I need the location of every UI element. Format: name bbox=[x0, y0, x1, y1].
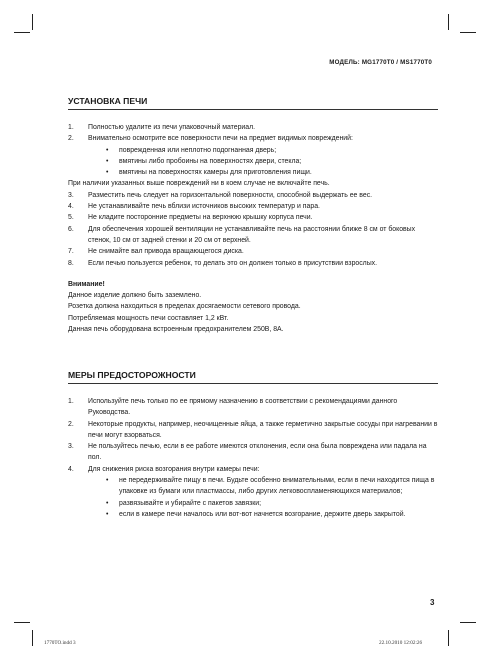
attention-line: Данное изделие должно быть заземлено. bbox=[68, 292, 202, 300]
bullet-icon: • bbox=[106, 169, 109, 177]
bullet-item: • развязывайте и убирайте с пакетов завязки; bbox=[68, 498, 438, 509]
bullet-icon: • bbox=[106, 510, 109, 518]
attention-block bbox=[68, 279, 438, 335]
bullet-icon: • bbox=[106, 477, 109, 485]
list-item: 8. Если печью пользуется ребенок, то делать это он должен только в присутствии взрослых. bbox=[68, 259, 378, 267]
bullet-item: • поврежденная или неплотно подогнанная дверь; bbox=[68, 145, 438, 156]
crop-mark bbox=[32, 630, 33, 646]
attention-line: Розетка должна находиться в пределах досягаемости сетевого провода. bbox=[68, 303, 301, 311]
model-header: МОДЕЛЬ: MG1770T0 / MS1770T0 bbox=[329, 59, 432, 66]
page-number: 3 bbox=[430, 598, 435, 607]
bullet-item: • вмятины либо пробоины на поверхностях двери, стекла; bbox=[68, 156, 438, 167]
precautions-title: МЕРЫ ПРЕДОСТОРОЖНОСТИ bbox=[68, 370, 438, 384]
attention-line: Данная печь оборудована встроенным предохранителем 250В, 8А. bbox=[68, 326, 284, 334]
footer-filename: 1770TO.indd 3 bbox=[44, 640, 76, 646]
bullet-icon: • bbox=[106, 499, 109, 507]
crop-mark bbox=[32, 14, 33, 30]
attention-line: Потребляемая мощность печи составляет 1,2 кВт. bbox=[68, 314, 229, 322]
crop-mark bbox=[460, 622, 476, 623]
damage-note: При наличии указанных выше повреждений ни в коем случае не включайте печь. bbox=[68, 180, 330, 188]
list-item: 1. Используйте печь только по ее прямому назначению в соответствии с рекомендациями данного Руководства. bbox=[68, 398, 398, 417]
crop-mark bbox=[448, 14, 449, 30]
list-item: 4. Не устанавливайте печь вблизи источников высоких температур и пара. bbox=[68, 203, 320, 211]
list-item: 3. Не пользуйтесь печью, если в ее работе имеются отклонения, если она была повреждена или падала на пол. bbox=[68, 443, 427, 462]
install-section bbox=[68, 96, 438, 335]
install-list bbox=[68, 122, 438, 269]
bullet-item: • если в камере печи началось или вот-вот начнется возгорание, держите дверь закрытой. bbox=[68, 509, 438, 520]
crop-mark bbox=[14, 622, 30, 623]
list-item: 4. Для снижения риска возгорания внутри камеры печи: bbox=[68, 465, 260, 473]
precautions-list bbox=[68, 396, 438, 520]
install-title: УСТАНОВКА ПЕЧИ bbox=[68, 96, 438, 110]
crop-mark bbox=[460, 32, 476, 33]
bullet-item: • не передерживайте пищу в печи. Будьте особенно внимательными, если в печи находится пища в упаковке из бумаги или пластмассы, либо других легковоспламеняющихся материалов; bbox=[68, 475, 438, 498]
bullet-icon: • bbox=[106, 146, 109, 154]
list-item: 6. Для обеспечения хорошей вентиляции не устанавливайте печь на расстоянии ближе 8 см от боковых стенок, 10 см от задней стенки и 20 см от верхней. bbox=[68, 225, 416, 244]
precautions-section bbox=[68, 370, 438, 520]
list-item: 3. Разместить печь следует на горизонтальной поверхности, способной выдержать ее вес. bbox=[68, 191, 373, 199]
bullet-icon: • bbox=[106, 157, 109, 165]
list-item: 2. Некоторые продукты, например, неочищенные яйца, а также герметично закрытые сосуды при нагревании в печи могут взорваться. bbox=[68, 420, 438, 439]
crop-mark bbox=[14, 32, 30, 33]
list-item: 1. Полностью удалите из печи упаковочный материал. bbox=[68, 124, 256, 131]
list-item: 5. Не кладите посторонние предметы на верхнюю крышку корпуса печи. bbox=[68, 214, 313, 222]
bullet-item: • вмятины на поверхностях камеры для приготовления пищи. bbox=[68, 167, 438, 178]
list-item: 2. Внимательно осмотрите все поверхности печи на предмет видимых повреждений: bbox=[68, 135, 353, 143]
crop-mark bbox=[448, 630, 449, 646]
attention-title: Внимание! bbox=[68, 280, 105, 288]
footer-timestamp: 22.10.2010 12:02:26 bbox=[379, 640, 423, 646]
list-item: 7. Не снимайте вал привода вращающегося диска. bbox=[68, 248, 244, 256]
